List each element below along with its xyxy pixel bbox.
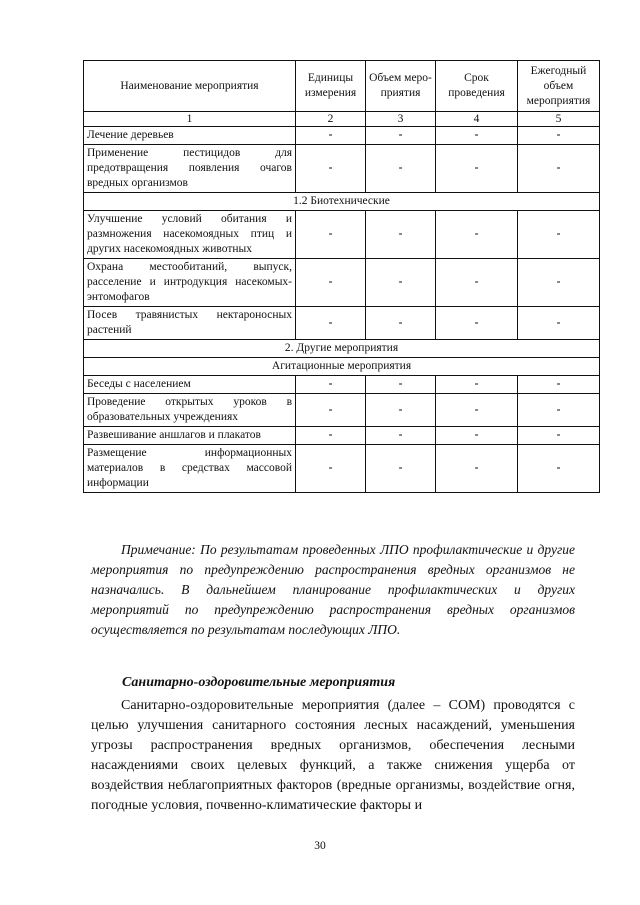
measure-name: Охрана местообитаний, выпуск, расселение и интродукция насекомых-энтомофагов: [84, 259, 296, 307]
note-text: Примечание: По результатам проведенных ЛПО профилактические и другие мероприятия по предупреждению распространения вредных организмов не назначались. В дальнейшем планирование профилактических и других мероприятий по предупреждению распространения вредных организмов осуществляется по результатам последующих ЛПО.: [91, 542, 575, 637]
column-number: 3: [366, 112, 436, 127]
measure-name: Проведение открытых уроков в образовательных учреждениях: [84, 394, 296, 427]
page-number: 30: [314, 840, 326, 852]
measure-name: Применение пестицидов для предотвращения появления очагов вредных организмов: [84, 145, 296, 193]
table-cell: -: [366, 127, 436, 145]
table-cell: -: [518, 211, 600, 259]
table-cell: -: [436, 376, 518, 394]
table-cell: -: [366, 307, 436, 340]
table-cell: -: [366, 145, 436, 193]
section-text: Санитарно-оздоровительные мероприятия (далее – СОМ) проводятся с целью улучшения санитарного состояния лесных насаждений, уменьшения угрозы распространения вредных организмов, обеспечения лесными насаждениями своих целевых функций, а также снижения ущерба от воздействия неблагоприятных факторов (вредные организмы, воздействие огня, погодные условия, почвенно-климатические факторы и: [91, 698, 575, 813]
note-paragraph: [91, 540, 575, 640]
header-units: Единицы измерения: [296, 61, 366, 112]
column-number: 4: [436, 112, 518, 127]
table-cell: -: [366, 259, 436, 307]
table-cell: -: [518, 145, 600, 193]
table-cell: -: [436, 211, 518, 259]
table-cell: -: [436, 427, 518, 445]
table-cell: -: [518, 376, 600, 394]
table-cell: -: [436, 394, 518, 427]
table-cell: -: [296, 445, 366, 493]
table-cell: -: [296, 427, 366, 445]
table-cell: -: [296, 376, 366, 394]
table-section-row: [84, 340, 600, 358]
section-body: [91, 696, 575, 816]
column-number: 1: [84, 112, 296, 127]
table-cell: -: [296, 394, 366, 427]
table-row: [84, 307, 600, 340]
table-cell: -: [436, 127, 518, 145]
table-cell: -: [436, 145, 518, 193]
table-section-row: [84, 193, 600, 211]
table-row: [84, 145, 600, 193]
section-heading: Санитарно-оздоровительные мероприятия: [122, 675, 396, 690]
table-cell: -: [518, 427, 600, 445]
column-number: 2: [296, 112, 366, 127]
table-cell: -: [296, 307, 366, 340]
table-cell: -: [518, 127, 600, 145]
table-cell: -: [436, 307, 518, 340]
header-name: Наименование мероприятия: [84, 61, 296, 112]
table-cell: -: [366, 394, 436, 427]
table-cell: -: [518, 307, 600, 340]
measure-name: Развешивание аншлагов и плакатов: [84, 427, 296, 445]
table-cell: -: [518, 259, 600, 307]
table-row: [84, 394, 600, 427]
table-row: [84, 427, 600, 445]
table-row: [84, 445, 600, 493]
table-row: [84, 376, 600, 394]
header-annual-volume: Ежегодный объем мероприятия: [518, 61, 600, 112]
header-volume: Объем меро-приятия: [366, 61, 436, 112]
table-section-row: [84, 358, 600, 376]
column-number-row: [84, 112, 600, 127]
measure-name: Лечение деревьев: [84, 127, 296, 145]
measure-name: Посев травянистых нектароносных растений: [84, 307, 296, 340]
table-cell: -: [296, 259, 366, 307]
table-cell: -: [436, 445, 518, 493]
table-cell: -: [518, 445, 600, 493]
section-label: Агитационные мероприятия: [84, 358, 600, 376]
measure-name: Улучшение условий обитания и размножения насекомоядных птиц и других насекомоядных животных: [84, 211, 296, 259]
table-cell: -: [518, 394, 600, 427]
section-label: 1.2 Биотехнические: [84, 193, 600, 211]
table-row: [84, 259, 600, 307]
table-cell: -: [296, 145, 366, 193]
header-term: Срок проведения: [436, 61, 518, 112]
table-cell: -: [366, 427, 436, 445]
table-cell: -: [366, 211, 436, 259]
table-cell: -: [436, 259, 518, 307]
table-cell: -: [296, 211, 366, 259]
table-cell: -: [366, 376, 436, 394]
measure-name: Размещение информационных материалов в средствах массовой информации: [84, 445, 296, 493]
column-number: 5: [518, 112, 600, 127]
table-cell: -: [296, 127, 366, 145]
section-label: 2. Другие мероприятия: [84, 340, 600, 358]
measure-name: Беседы с населением: [84, 376, 296, 394]
table-row: [84, 127, 600, 145]
table-row: [84, 211, 600, 259]
measures-table: [83, 60, 600, 493]
table-cell: -: [366, 445, 436, 493]
table-header-row: [84, 61, 600, 112]
